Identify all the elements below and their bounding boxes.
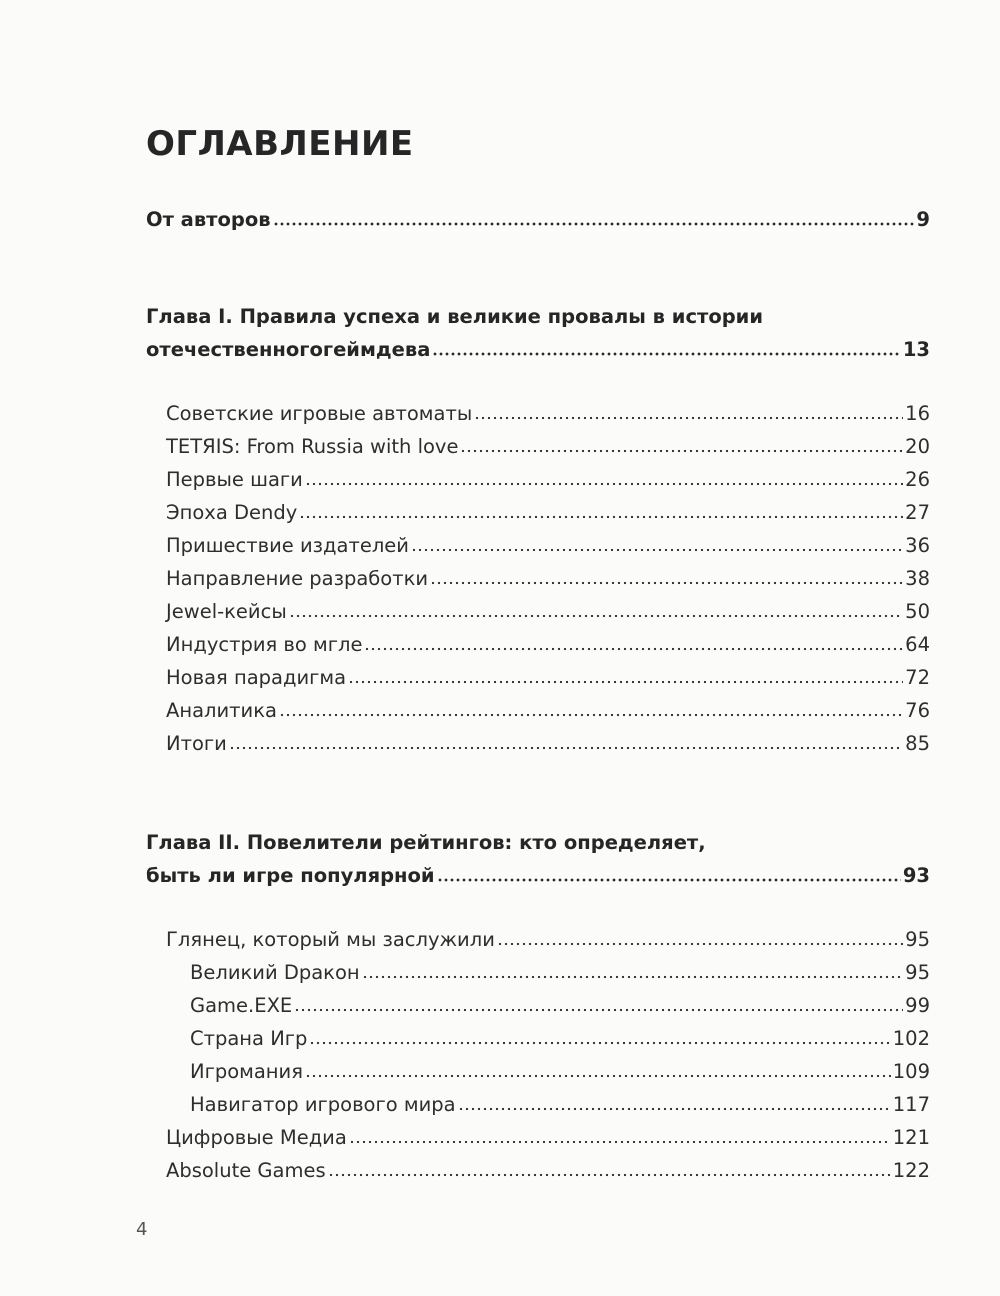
dot-leader (432, 352, 900, 356)
dot-leader (430, 581, 903, 585)
toc-entry (190, 991, 930, 1021)
toc-entry-page: 99 (905, 994, 930, 1017)
toc-entry-title: Первые шаги (166, 468, 303, 491)
toc-heading: ОГЛАВЛЕНИЕ (146, 124, 414, 164)
toc-entry-title: Absolute Games (166, 1159, 326, 1182)
toc-entry (166, 432, 930, 462)
toc-entry-title: Страна Игр (190, 1027, 308, 1050)
toc-entry (190, 1057, 930, 1087)
toc-entry-page: 9 (916, 208, 930, 231)
toc-entry-page: 13 (902, 338, 930, 361)
dot-leader (460, 449, 903, 453)
toc-entry-intro (146, 205, 930, 235)
toc-entry (166, 531, 930, 561)
toc-entry-page: 72 (905, 666, 930, 689)
toc-entry-page: 16 (905, 402, 930, 425)
toc-entry (166, 630, 930, 660)
toc-entry-title: Направление разработки (166, 567, 429, 590)
toc-entry (166, 465, 930, 495)
toc-entry-title: Индустрия во мгле (166, 633, 363, 656)
dot-leader (273, 222, 915, 226)
toc-entry-title: Великий Dракон (190, 961, 360, 984)
dot-leader (437, 878, 901, 882)
toc-entry-chapter1 (146, 335, 930, 365)
toc-entry-page: 121 (892, 1126, 930, 1149)
toc-entry-title: Навигатор игрового мира (190, 1093, 456, 1116)
toc-entry-title: Новая парадигма (166, 666, 347, 689)
toc-entry (190, 1024, 930, 1054)
toc-entry (166, 1123, 930, 1153)
toc-entry-title: Эпоха Dendy (166, 501, 298, 524)
toc-entry-title: быть ли игре популярной (146, 864, 435, 887)
toc-entry-chapter2 (146, 861, 930, 891)
toc-entry-title: Цифровые Медиа (166, 1126, 347, 1149)
toc-entry-page: 36 (905, 534, 930, 557)
dot-leader (305, 1074, 891, 1078)
toc-entry-title: Game.EXE (190, 994, 293, 1017)
page-number: 4 (136, 1219, 148, 1240)
toc-entry-title: Итоги (166, 732, 227, 755)
dot-leader (229, 746, 903, 750)
toc-entry (166, 925, 930, 955)
dot-leader (348, 680, 903, 684)
dot-leader (309, 1041, 890, 1045)
toc-entry-page: 102 (892, 1027, 930, 1050)
toc-entry-page: 95 (905, 928, 930, 951)
toc-entry-page: 122 (892, 1159, 930, 1182)
toc-entry-page: 20 (905, 435, 930, 458)
dot-leader (328, 1173, 891, 1177)
toc-entry (190, 1090, 930, 1120)
toc-entry (166, 597, 930, 627)
dot-leader (362, 975, 904, 979)
dot-leader (294, 1008, 903, 1012)
toc-entry (166, 696, 930, 726)
toc-entry-page: 50 (905, 600, 930, 623)
toc-entry-title: От авторов (146, 208, 271, 231)
toc-entry-title: Пришествие издателей (166, 534, 409, 557)
toc-entry-page: 76 (905, 699, 930, 722)
toc-entry-page: 117 (892, 1093, 930, 1116)
dot-leader (411, 548, 903, 552)
toc-entry-page: 27 (905, 501, 930, 524)
toc-entry (166, 399, 930, 429)
chapter1-title-line1: Глава I. Правила успеха и великие провалы в истории (146, 305, 764, 328)
toc-entry-title: Советские игровые автоматы (166, 402, 473, 425)
dot-leader (497, 942, 903, 946)
toc-entry-title: Jewel-кейсы (166, 600, 287, 623)
toc-entry-title: Глянец, который мы заслужили (166, 928, 495, 951)
dot-leader (299, 515, 903, 519)
dot-leader (364, 647, 903, 651)
toc-entry-page: 93 (902, 864, 930, 887)
toc-entry-title: Игромания (190, 1060, 303, 1083)
toc-entry (166, 729, 930, 759)
toc-entry (190, 958, 930, 988)
toc-entry-page: 95 (905, 961, 930, 984)
toc-entry-title: отечественногогеймдева (146, 338, 431, 361)
toc-entry-page: 64 (905, 633, 930, 656)
dot-leader (349, 1140, 891, 1144)
toc-entry (166, 1156, 930, 1186)
toc-entry (166, 564, 930, 594)
dot-leader (474, 416, 903, 420)
toc-entry-title: TETЯIS: From Russia with love (166, 435, 459, 458)
chapter2-title-line1: Глава II. Повелители рейтингов: кто определяет, (146, 831, 706, 854)
dot-leader (289, 614, 903, 618)
toc-entry-page: 38 (905, 567, 930, 590)
toc-entry-page: 109 (892, 1060, 930, 1083)
toc-entry (166, 498, 930, 528)
dot-leader (458, 1107, 891, 1111)
dot-leader (279, 713, 903, 717)
toc-entry (166, 663, 930, 693)
toc-entry-title: Аналитика (166, 699, 277, 722)
toc-entry-page: 85 (905, 732, 930, 755)
toc-entry-page: 26 (905, 468, 930, 491)
dot-leader (305, 482, 903, 486)
